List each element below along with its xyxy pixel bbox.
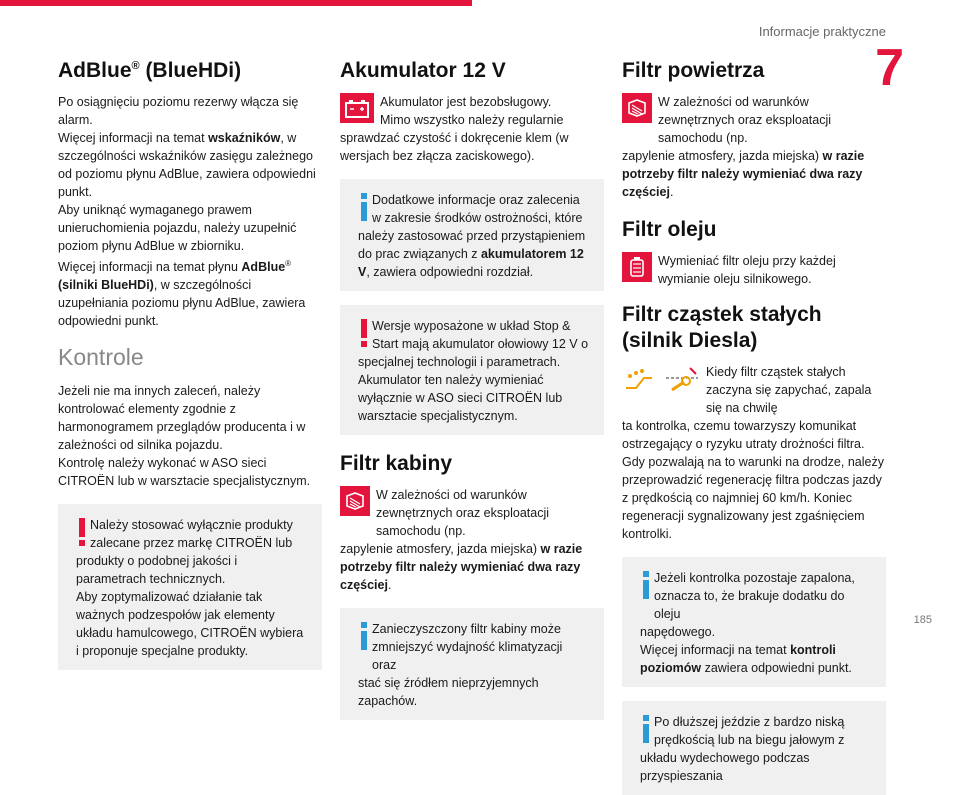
info-mark-icon — [358, 622, 370, 650]
adblue-immobilization-text: Aby uniknąć wymaganego prawem unieruchomienia pojazdu, należy uzupełnić poziom płynu AdBlue w zbiorniku. — [58, 203, 297, 254]
dpf-warning-icon — [622, 363, 658, 395]
info-box-cabin-filter: Zanieczyszczony filtr kabiny może zmniejszyć wydajność klimatyzacji oraz stać się źródłem nieprzyjemnych zapachów. — [340, 608, 604, 720]
info-mark-icon — [358, 193, 370, 221]
filtr-powietrza-heading: Filtr powietrza — [622, 59, 765, 82]
warning-mark-icon — [76, 518, 88, 546]
adblue-heading: AdBlue® (BlueHDi) — [58, 59, 242, 82]
filtr-powietrza-intro: W zależności od warunków zewnętrznych oraz eksploatacji samochodu (np. — [622, 93, 886, 147]
column-3 — [622, 58, 886, 795]
header-title: Informacje praktyczne — [758, 24, 886, 39]
oil-filter-icon — [622, 252, 652, 282]
adblue-more-info-text: Więcej informacji na temat płynu AdBlue® (silniki BlueHDi), w szczególności uzupełniania poziomu płynu AdBlue, zawiera odpowiedni punkt. — [58, 259, 306, 329]
filtr-oleju-heading: Filtr oleju — [622, 218, 717, 242]
dpf-service-icon — [664, 363, 700, 395]
air-filter-icon — [622, 93, 652, 123]
battery-icon — [340, 93, 374, 123]
filtr-oleju-intro: Wymieniać filtr oleju przy każdej wymianie oleju silnikowego. — [622, 252, 886, 288]
info-mark-icon — [640, 571, 652, 599]
kontrole-schedule-text: Jeżeli nie ma innych zaleceń, należy kontrolować elementy zgodnie z harmonogramem przeglądów producenta i w zależności od silnika pojazdu. — [58, 383, 306, 452]
akumulator-heading: Akumulator 12 V — [340, 59, 506, 82]
filtr-kabiny-intro: W zależności od warunków zewnętrznych oraz eksploatacji samochodu (np. — [340, 486, 604, 540]
column-1 — [58, 58, 322, 680]
kontrole-workshop-text: Kontrolę należy wykonać w ASO sieci CITROËN lub w warsztacie specjalistycznym. — [58, 455, 311, 488]
chapter-number: 7 — [875, 39, 904, 97]
filtr-powietrza-text: zapylenie atmosfery, jazda miejska) w razie potrzeby filtr należy wymieniać dwa razy częściej. — [622, 149, 865, 200]
info-box-dpf-additive: Jeżeli kontrolka pozostaje zapalona, oznacza to, że brakuje dodatku do oleju napędowego. Więcej informacji na temat kontroli poziomów zawiera odpowiedni punkt. — [622, 557, 886, 687]
filtr-czastek-heading: Filtr cząstek stałych (silnik Diesla) — [622, 303, 822, 352]
adblue-indicators-text: Więcej informacji na temat wskaźników, w szczególności wskaźników zasięgu zależnego od poziomu płynu AdBlue, zawiera odpowiedni punkt. — [58, 131, 316, 200]
filtr-czastek-intro: Kiedy filtr cząstek stałych zaczyna się zapychać, zapala się na chwilę — [622, 363, 886, 417]
filtr-kabiny-text: zapylenie atmosfery, jazda miejska) w razie potrzeby filtr należy wymieniać dwa razy częściej. — [340, 542, 583, 593]
filtr-kabiny-heading: Filtr kabiny — [340, 452, 453, 476]
top-accent-bar — [0, 0, 472, 6]
column-2 — [340, 58, 604, 730]
cabin-filter-icon — [340, 486, 370, 516]
info-mark-icon — [640, 715, 652, 743]
kontrole-heading: Kontrole — [58, 344, 144, 371]
warning-box-stop-start: Wersje wyposażone w układ Stop & Start mają akumulator ołowiowy 12 V o specjalnej technologii i parametrach. Akumulator ten należy wymieniać wyłącznie w ASO sieci CITROËN lub warsztacie specjalistycznym. — [340, 305, 604, 435]
dpf-warning-text: ta kontrolka, czemu towarzyszy komunikat ostrzegający o ryzyku utraty drożności filtra. — [622, 418, 865, 451]
warning-box-products: Należy stosować wyłącznie produkty zalecane przez markę CITROËN lub produkty o podobnej jakości i parametrach technicznych. Aby zoptymalizować działanie tak ważnych podzespołów jak elementy układu hamulcowego, CITROËN wybiera i proponuje specjalne produkty. — [58, 504, 322, 670]
page-number: 185 — [913, 614, 932, 626]
adblue-alarm-text: Po osiągnięciu poziomu rezerwy włącza się alarm. — [58, 95, 299, 128]
info-box-low-speed: Po dłuższej jeździe z bardzo niską prędkością lub na biegu jałowym z układu wydechowego podczas przyspieszania — [622, 701, 886, 795]
warning-mark-icon — [358, 319, 370, 347]
akumulator-intro: Akumulator jest bezobsługowy. Mimo wszystko należy regularnie — [340, 93, 604, 129]
dpf-regeneration-text: Gdy pozwalają na to warunki na drodze, należy przeprowadzić regenerację filtra podczas jazdy z prędkością co najmniej 60 km/h. Koniec regeneracji sygnalizowany jest zgaśnięciem kontrolki. — [622, 454, 884, 541]
info-box-battery: Dodatkowe informacje oraz zalecenia w zakresie środków ostrożności, które należy zastosować przed przystąpieniem do prac związanych z akumulatorem 12 V, zawiera odpowiedni rozdział. — [340, 179, 604, 291]
akumulator-check-text: sprawdzać czystość i dokręcenie klem (w wersjach bez złącza zaciskowego). — [340, 131, 569, 164]
